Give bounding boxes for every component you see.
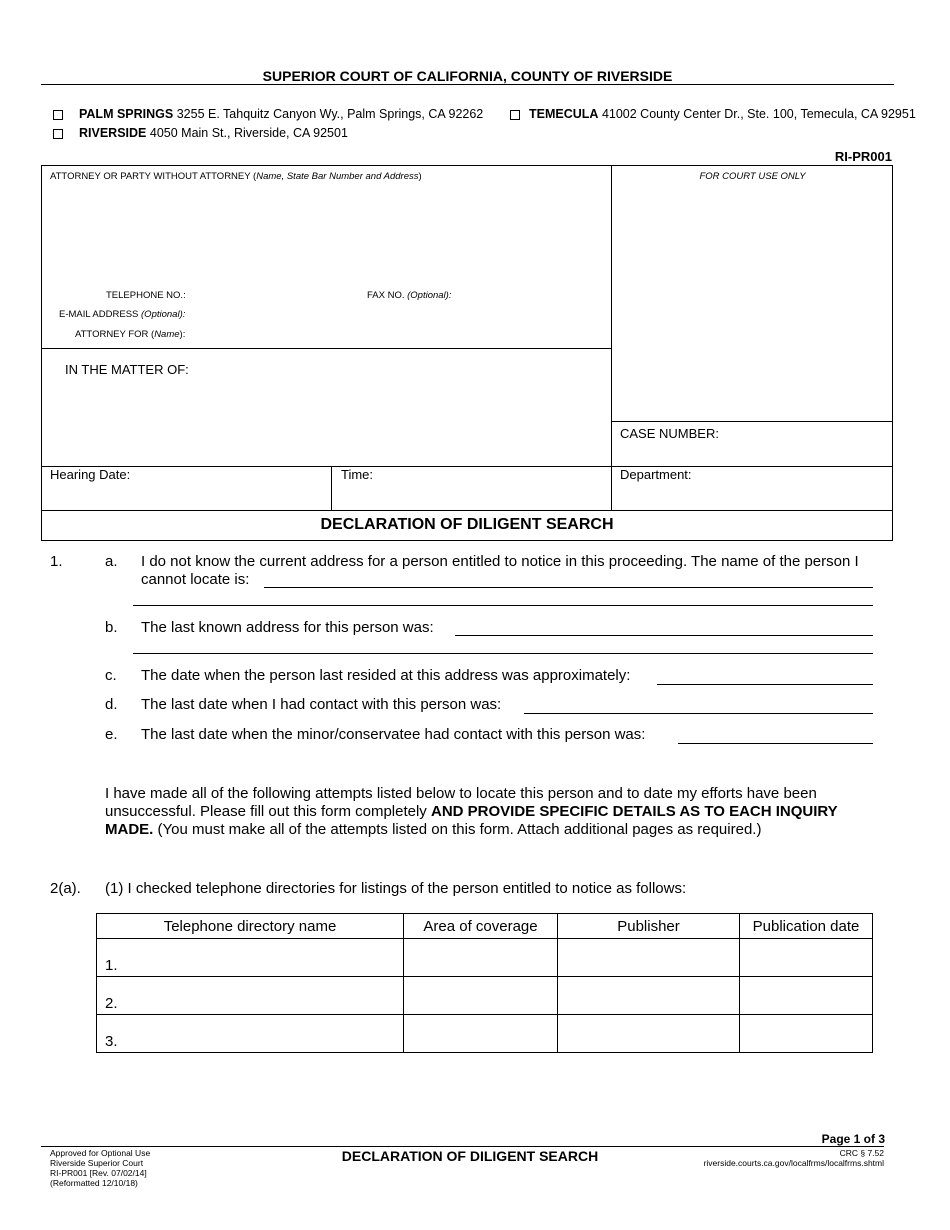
directory-name-cell[interactable]: 2. xyxy=(97,977,404,1015)
telephone-input[interactable] xyxy=(188,287,358,302)
item-a-text-line2: cannot locate is: xyxy=(141,571,250,588)
crc-reference: CRC § 7.52 xyxy=(839,1148,884,1158)
email-label: E-MAIL ADDRESS (Optional): xyxy=(59,309,186,320)
form-number: RI-PR001 xyxy=(834,149,892,164)
footer-divider xyxy=(41,1146,884,1147)
area-of-coverage-cell[interactable] xyxy=(404,1015,558,1053)
item-b-letter: b. xyxy=(105,619,118,636)
hearing-time-divider xyxy=(331,466,332,511)
footer-title: DECLARATION OF DILIGENT SEARCH xyxy=(341,1148,599,1164)
forms-url: riverside.courts.ca.gov/localfrms/localfrms.shtml xyxy=(703,1158,884,1168)
column-header-publisher: Publisher xyxy=(558,914,740,939)
attorney-for-input[interactable] xyxy=(190,326,600,341)
table-header-row xyxy=(97,914,873,939)
table-row xyxy=(97,1015,873,1053)
title-row-top xyxy=(41,510,893,511)
footer-citation-block xyxy=(600,1148,884,1168)
fax-label: FAX NO. (Optional): xyxy=(367,290,452,301)
table-row xyxy=(97,939,873,977)
column-header-directory-name: Telephone directory name xyxy=(97,914,404,939)
last-known-address-input-line2[interactable] xyxy=(133,653,873,654)
publication-date-cell[interactable] xyxy=(740,939,873,977)
court-title: SUPERIOR COURT OF CALIFORNIA, COUNTY OF RIVERSIDE xyxy=(262,68,673,84)
person-name-input[interactable] xyxy=(264,587,873,588)
section-2a-text: (1) I checked telephone directories for listings of the person entitled to notice as follows: xyxy=(105,880,687,897)
attorney-name-address-field[interactable] xyxy=(50,186,602,281)
attorney-label: ATTORNEY OR PARTY WITHOUT ATTORNEY (Name, State Bar Number and Address) xyxy=(50,171,422,182)
column-header-publication-date: Publication date xyxy=(740,914,873,939)
item-a-letter: a. xyxy=(105,553,118,570)
section-2a-number: 2(a). xyxy=(50,880,81,897)
item-b-text: The last known address for this person was: xyxy=(141,619,434,636)
riverside-checkbox[interactable] xyxy=(53,129,63,139)
item-c-letter: c. xyxy=(105,667,117,684)
matter-label: IN THE MATTER OF: xyxy=(65,362,189,377)
palm-springs-checkbox[interactable] xyxy=(53,110,63,120)
telephone-directory-table xyxy=(96,913,873,1053)
time-label: Time: xyxy=(341,467,374,482)
publisher-cell[interactable] xyxy=(558,1015,740,1053)
instructions-line1: I have made all of the following attempts listed below to locate this person and to date my efforts have been xyxy=(105,785,817,802)
section-1-number: 1. xyxy=(50,553,63,570)
item-d-letter: d. xyxy=(105,696,118,713)
court-use-divider xyxy=(611,421,893,422)
publication-date-cell[interactable] xyxy=(740,977,873,1015)
attorney-matter-divider xyxy=(41,348,611,349)
instructions-line3: MADE. (You must make all of the attempts listed on this form. Attach additional pages as required.) xyxy=(105,821,762,838)
form-title: DECLARATION OF DILIGENT SEARCH xyxy=(320,516,614,533)
last-known-address-input[interactable] xyxy=(455,635,873,636)
department-input[interactable] xyxy=(620,485,888,507)
area-of-coverage-cell[interactable] xyxy=(404,939,558,977)
telephone-label: TELEPHONE NO.: xyxy=(106,290,186,301)
time-input[interactable] xyxy=(341,485,606,507)
minor-contact-date-input[interactable] xyxy=(678,743,873,744)
location-riverside: RIVERSIDE 4050 Main St., Riverside, CA 92501 xyxy=(79,126,348,140)
item-e-letter: e. xyxy=(105,726,118,743)
item-d-text: The last date when I had contact with this person was: xyxy=(141,696,502,713)
item-a-text-line1: I do not know the current address for a person entitled to notice in this proceeding. The name of the person I xyxy=(141,553,859,570)
email-input[interactable] xyxy=(190,306,600,321)
location-temecula: TEMECULA 41002 County Center Dr., Ste. 100, Temecula, CA 92951 xyxy=(529,107,916,121)
directory-name-cell[interactable]: 1. xyxy=(97,939,404,977)
caption-column-divider xyxy=(611,165,612,511)
department-label: Department: xyxy=(620,467,692,482)
last-contact-date-input[interactable] xyxy=(524,713,873,714)
location-palm-springs: PALM SPRINGS 3255 E. Tahquitz Canyon Wy., Palm Springs, CA 92262 xyxy=(79,107,484,121)
footer-approval-block: Approved for Optional Use Riverside Superior Court RI-PR001 [Rev. 07/02/14] (Reformatted 12/10/18) xyxy=(50,1148,151,1188)
item-c-text: The date when the person last resided at this address was approximately: xyxy=(141,667,631,684)
page-number: Page 1 of 3 xyxy=(821,1132,885,1146)
last-resided-date-input[interactable] xyxy=(657,684,873,685)
matter-input[interactable] xyxy=(65,382,605,460)
publisher-cell[interactable] xyxy=(558,939,740,977)
item-e-text: The last date when the minor/conservatee had contact with this person was: xyxy=(141,726,646,743)
case-number-input[interactable] xyxy=(620,443,888,463)
hearing-date-label: Hearing Date: xyxy=(50,467,131,482)
area-of-coverage-cell[interactable] xyxy=(404,977,558,1015)
column-header-area-of-coverage: Area of coverage xyxy=(404,914,558,939)
table-row xyxy=(97,977,873,1015)
directory-name-cell[interactable]: 3. xyxy=(97,1015,404,1053)
fax-input[interactable] xyxy=(456,287,604,302)
instructions-line2: unsuccessful. Please fill out this form completely AND PROVIDE SPECIFIC DETAILS AS TO EACH INQUIRY xyxy=(105,803,838,820)
attorney-for-label: ATTORNEY FOR (Name): xyxy=(75,329,186,340)
hearing-row-top xyxy=(41,466,893,467)
publication-date-cell[interactable] xyxy=(740,1015,873,1053)
court-use-label: FOR COURT USE ONLY xyxy=(699,171,806,182)
hearing-date-input[interactable] xyxy=(50,485,326,507)
header-divider xyxy=(41,84,894,85)
publisher-cell[interactable] xyxy=(558,977,740,1015)
case-number-label: CASE NUMBER: xyxy=(620,426,719,441)
temecula-checkbox[interactable] xyxy=(510,110,520,120)
person-name-input-line2[interactable] xyxy=(133,605,873,606)
